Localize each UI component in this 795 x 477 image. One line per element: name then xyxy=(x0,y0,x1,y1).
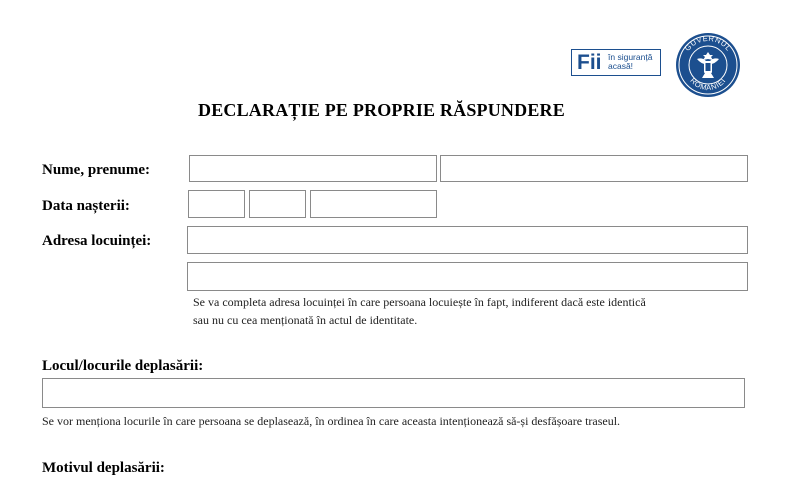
address-note xyxy=(193,293,646,329)
address-label: Adresa locuinței: xyxy=(42,233,152,249)
travel-places-note: Se vor menționa locurile în care persoana se deplasează, în ordinea în care aceasta intenționează să-și desfășoare traseul. xyxy=(42,414,621,428)
address-line2-field[interactable] xyxy=(187,262,748,291)
birth-month-field[interactable] xyxy=(249,190,306,218)
badge-line1: în siguranță xyxy=(608,52,653,62)
first-name-field[interactable] xyxy=(440,155,748,182)
svg-text:GUVERNUL: GUVERNUL xyxy=(682,33,734,53)
address-note-line1: Se va completa adresa locuinței în care persoana locuiește în fapt, indiferent dacă este identică xyxy=(193,295,646,309)
birth-day-field[interactable] xyxy=(188,190,245,218)
guvernul-romaniei-seal-logo xyxy=(675,32,741,98)
birth-date-label: Data nașterii: xyxy=(42,198,130,214)
birth-year-field[interactable] xyxy=(310,190,437,218)
travel-reason-label: Motivul deplasării: xyxy=(42,460,165,476)
page-title: DECLARAȚIE PE PROPRIE RĂSPUNDERE xyxy=(198,100,565,120)
last-name-field[interactable] xyxy=(189,155,437,182)
address-note-line2: sau nu cu cea menționată în actul de identitate. xyxy=(193,313,418,327)
svg-text:ROMÂNIEI: ROMÂNIEI xyxy=(688,75,728,93)
fii-in-siguranta-badge xyxy=(571,49,661,76)
badge-line2: acasă! xyxy=(608,61,634,71)
name-label: Nume, prenume: xyxy=(42,162,151,178)
travel-places-field[interactable] xyxy=(42,378,745,408)
travel-places-label: Locul/locurile deplasării: xyxy=(42,358,204,374)
address-line1-field[interactable] xyxy=(187,226,748,254)
badge-fii-text: Fii xyxy=(577,51,602,74)
